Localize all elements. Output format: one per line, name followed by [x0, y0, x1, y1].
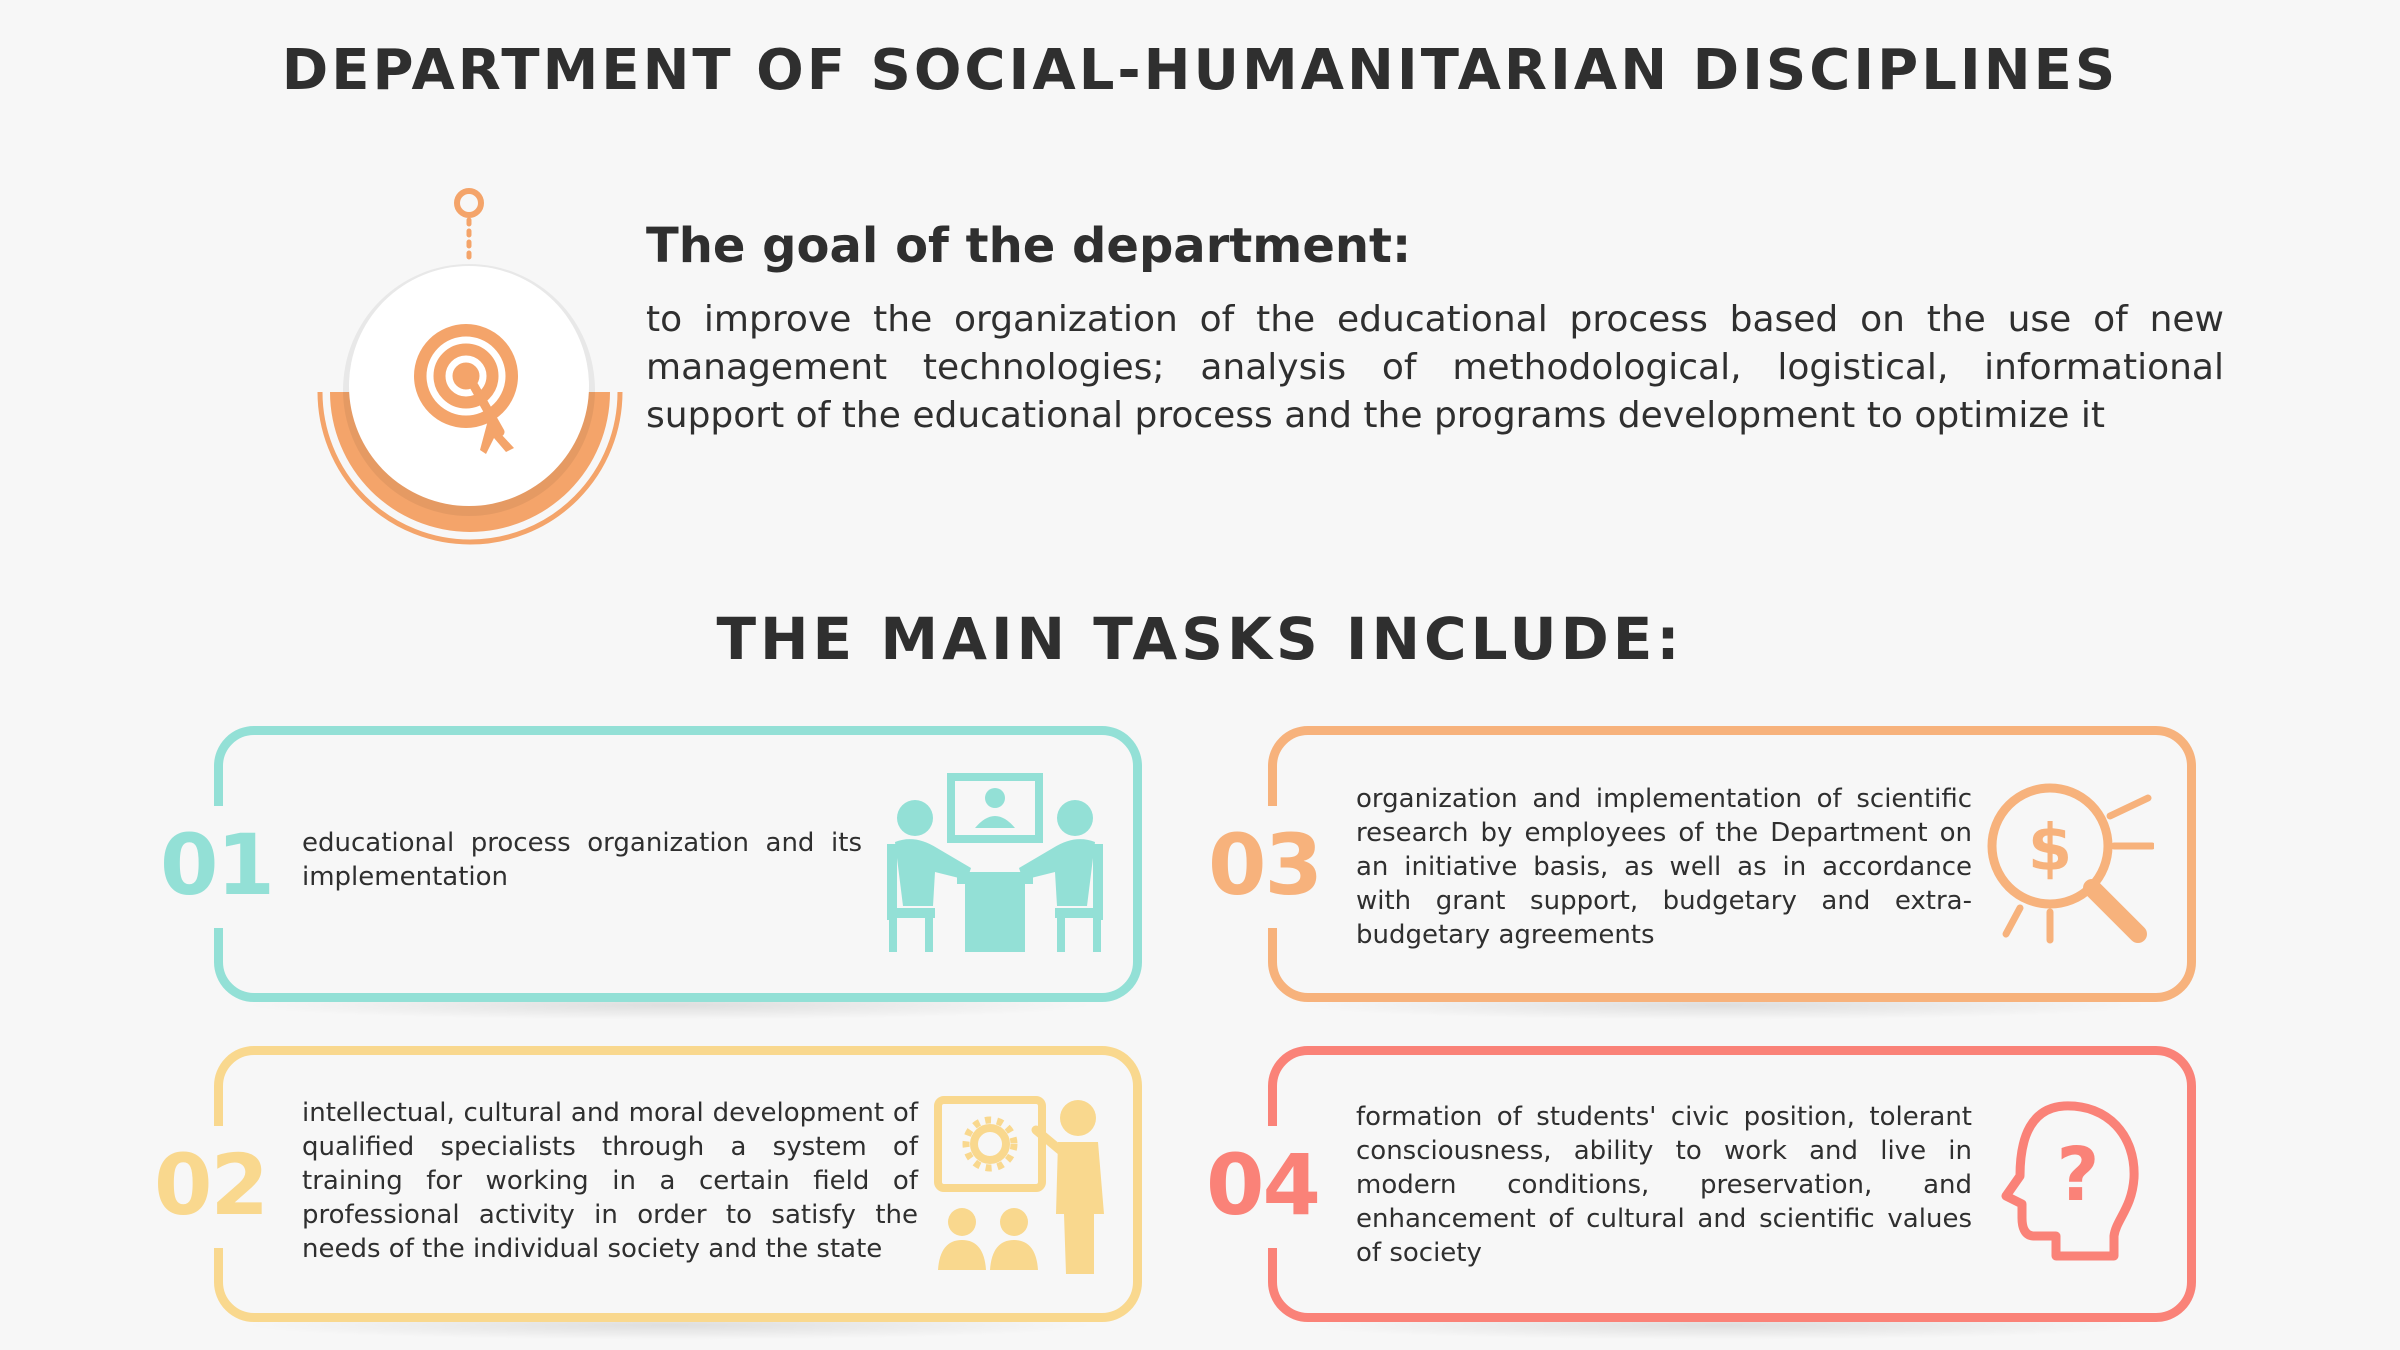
presentation-icon — [930, 1094, 1116, 1276]
task-number: 04 — [1206, 1136, 1319, 1234]
page-title: DEPARTMENT OF SOCIAL-HUMANITARIAN DISCIPLINES — [281, 38, 2119, 103]
goal-heading: The goal of the department: — [646, 218, 1412, 274]
target-icon — [300, 180, 640, 550]
task-text: intellectual, cultural and moral development of qualified specialists through a system of training for working in a certain field of professional activity in order to satisfy the needs of the individual society and the state — [302, 1098, 918, 1264]
meeting-icon — [875, 772, 1115, 954]
task-text: educational process organization and its implementation — [302, 828, 862, 892]
goal-text: to improve the organization of the educational process based on the use of new management technologies; analysis of methodological, logistical, informational support of the educational process and the programs development to optimize it — [646, 299, 2224, 436]
task-number: 03 — [1208, 816, 1321, 914]
task-text: formation of students' civic position, tolerant consciousness, ability to work and live in modern conditions, preservation, and enhancement of cultural and scientific values of society — [1356, 1102, 1972, 1268]
tasks-heading: THE MAIN TASKS INCLUDE: — [716, 605, 1684, 673]
money-search-icon — [1980, 776, 2154, 946]
task-text: organization and implementation of scientific research by employees of the Department on an initiative basis, as well as in accordance with grant support, budgetary and extra-budgetary agreements — [1356, 784, 1972, 950]
task-number: 01 — [160, 816, 273, 914]
svg-text:?: ? — [2056, 1132, 2100, 1218]
svg-text:$: $ — [2027, 812, 2073, 886]
task-number: 02 — [154, 1136, 267, 1234]
head-question-icon — [1998, 1096, 2142, 1266]
